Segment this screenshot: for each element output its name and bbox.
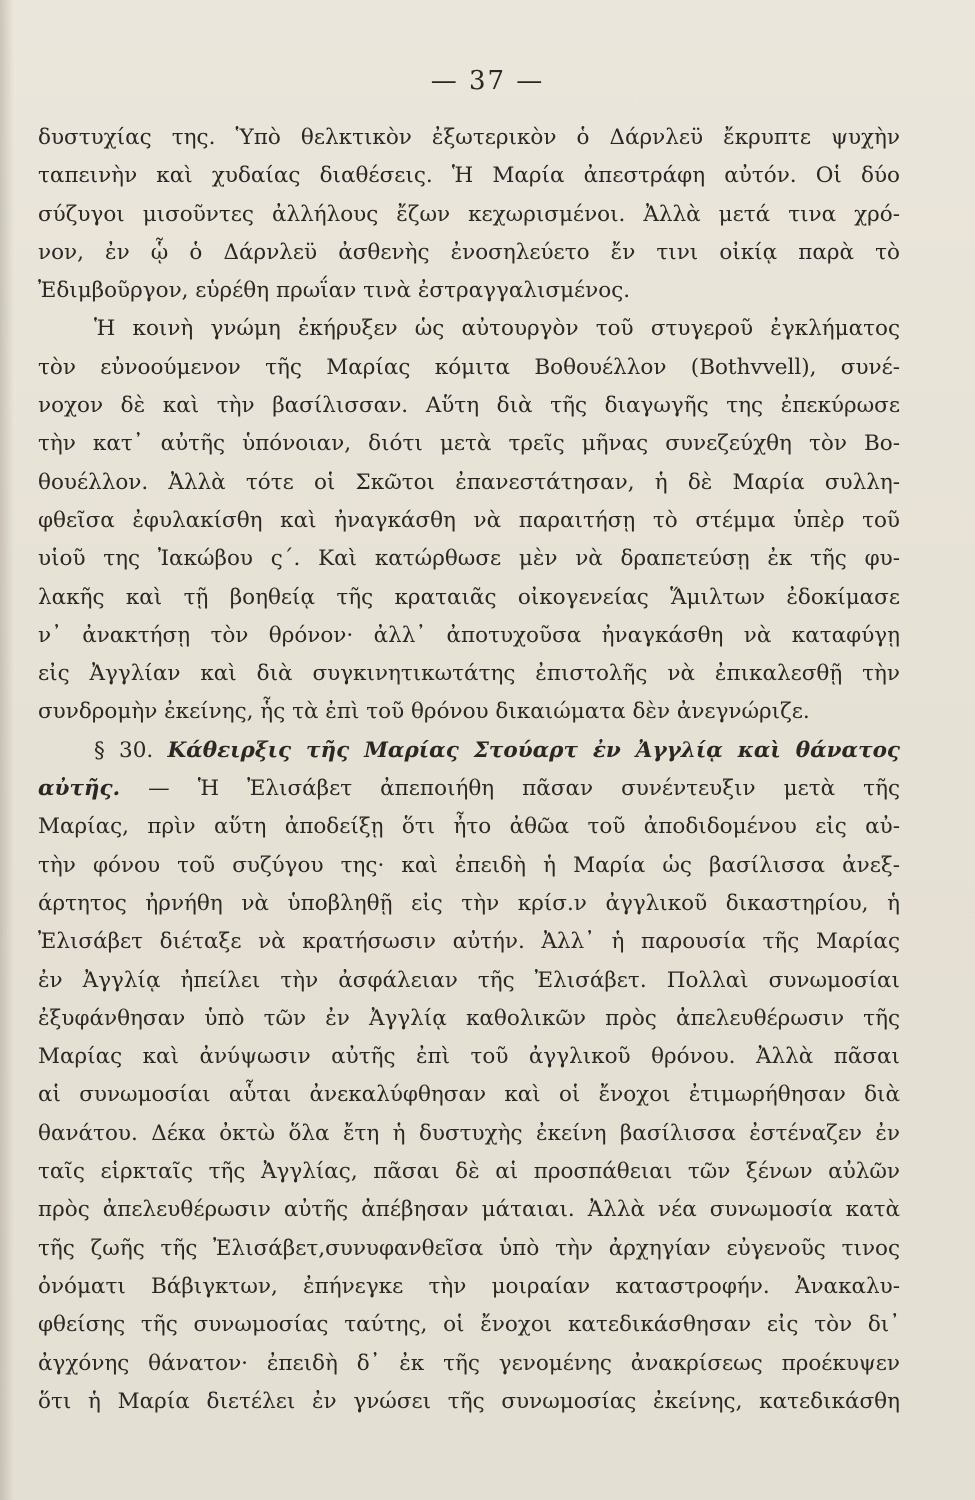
text-line: ἐν Ἀγγλίᾳ ἠπείλει τὴν ἀσφάλειαν τῆς Ἐλισάβετ. Πολλαὶ συνωμοσίαι bbox=[38, 967, 900, 993]
text-line: θανάτου. Δέκα ὀκτὼ ὅλα ἔτη ἡ δυστυχὴς ἐκείνη βασίλισσα ἐστέναζεν ἐν bbox=[38, 1120, 900, 1146]
text-line: νοχον δὲ καὶ τὴν βασίλισσαν. Αὕτη διὰ τῆς διαγωγῆς της ἐπεκύρωσε bbox=[38, 393, 900, 419]
text-line: φθείσης τῆς συνωμοσίας ταύτης, οἱ ἔνοχοι κατεδικάσθησαν εἰς τὸν δι᾽ bbox=[38, 1312, 900, 1338]
section-heading-line-2 bbox=[38, 770, 900, 808]
text-line: ταῖς εἱρκταῖς τῆς Ἀγγλίας, πᾶσαι δὲ αἱ προσπάθειαι τῶν ξένων αὐλῶν bbox=[38, 1159, 900, 1185]
section-first-text: — Ἡ Ἐλισάβετ ἀπεποιήθη πᾶσαν συνέντευξιν μετὰ τῆς bbox=[148, 776, 900, 802]
text-line: Μαρίας, πρὶν αὕτη ἀποδείξῃ ὅτι ἦτο ἀθῶα τοῦ ἀποδιδομένου εἰς αὐ- bbox=[38, 814, 900, 840]
page-number: — 37 — bbox=[430, 66, 545, 96]
text-line: ἀγχόνης θάνατον· ἐπειδὴ δ᾽ ἐκ τῆς γενομένης ἀνακρίσεως προέκυψεν bbox=[38, 1350, 900, 1376]
text-line: άρτητος ἠρνήθη νὰ ὑποβληθῇ εἰς τὴν κρίσ.ν ἀγγλικοῦ δικαστηρίου, ἡ bbox=[38, 890, 900, 916]
text-line: συνδρομὴν ἐκείνης, ἧς τὰ ἐπὶ τοῦ θρόνου δικαιώματα δὲν ἀνεγνώριζε. bbox=[38, 699, 810, 725]
text-line: τὴν κατ᾽ αὐτῆς ὑπόνοιαν, διότι μετὰ τρεῖς μῆνας συνεζεύχθη τὸν Βο- bbox=[38, 431, 900, 457]
text-line: λακῆς καὶ τῇ βοηθείᾳ τῆς κραταιᾶς οἰκογενείας Ἅμιλτων ἐδοκίμασε bbox=[38, 584, 900, 610]
section-title-continued: αὐτῆς. bbox=[38, 776, 121, 802]
text-line: Ἐδιμβοῦργον, εὑρέθη πρωΐαν τινὰ ἐστραγγαλισμένος. bbox=[38, 278, 631, 304]
text-line: υἱοῦ της Ἰακώβου ς΄. Καὶ κατώρθωσε μὲν νὰ δραπετεύσῃ ἐκ τῆς φυ- bbox=[38, 546, 900, 572]
text-line: τῆς ζωῆς τῆς Ἐλισάβετ,συνυφανθεῖσα ὑπὸ τὴν ἀρχηγίαν εὐγενοῦς τινος bbox=[38, 1235, 900, 1261]
text-line: ὀνόματι Βάβιγκτων, ἐπήνεγκε τὴν μοιραίαν καταστροφήν. Ἀνακαλυ- bbox=[38, 1273, 900, 1299]
text-line: ταπεινὴν καὶ χυδαίας διαθέσεις. Ἡ Μαρία ἀπεστράφη αὐτόν. Οἱ δύο bbox=[38, 163, 900, 189]
text-line: ἐξυφάνθησαν ὑπὸ τῶν ἐν Ἀγγλίᾳ καθολικῶν πρὸς ἀπελευθέρωσιν τῆς bbox=[38, 1005, 900, 1031]
text-line: τὸν εὐνοούμενον τῆς Μαρίας κόμιτα Βοθουέλλον (Bothvvell), συνέ- bbox=[38, 354, 900, 380]
page-edge-shadow bbox=[0, 0, 14, 1500]
text-line: ὅτι ἡ Μαρία διετέλει ἐν γνώσει τῆς συνωμοσίας ἐκείνης, κατεδικάσθη bbox=[38, 1388, 900, 1414]
text-line: Ἡ κοινὴ γνώμη ἐκήρυξεν ὡς αὐτουργὸν τοῦ στυγεροῦ ἐγκλήματος bbox=[94, 316, 900, 342]
section-number: § 30. bbox=[94, 737, 154, 763]
text-line: δυστυχίας της. Ὑπὸ θελκτικὸν ἐξωτερικὸν ὁ Δάρνλεϋ ἔκρυπτε ψυχὴν bbox=[38, 125, 900, 150]
text-line: θουέλλον. Ἀλλὰ τότε οἱ Σκῶτοι ἐπανεστάτησαν, ἡ δὲ Μαρία συλλη- bbox=[38, 469, 900, 495]
text-line: εἰς Ἀγγλίαν καὶ διὰ συγκινητικωτάτης ἐπιστολῆς νὰ ἐπικαλεσθῇ τὴν bbox=[38, 661, 900, 687]
text-line: Ἐλισάβετ διέταξε νὰ κρατήσωσιν αὐτήν. Ἀλλ᾽ ἡ παρουσία τῆς Μαρίας bbox=[38, 929, 900, 955]
section-heading-line bbox=[38, 732, 900, 770]
text-line: πρὸς ἀπελευθέρωσιν αὐτῆς ἀπέβησαν μάταιαι. Ἀλλὰ νέα συνωμοσία κατὰ bbox=[38, 1197, 900, 1223]
text-line: Μαρίας καὶ ἀνύψωσιν αὐτῆς ἐπὶ τοῦ ἀγγλικοῦ θρόνου. Ἀλλὰ πᾶσαι bbox=[38, 1044, 900, 1070]
text-line: ν᾽ ἀνακτήσῃ τὸν θρόνον· ἀλλ᾽ ἀποτυχοῦσα ἠναγκάσθη νὰ καταφύγῃ bbox=[38, 622, 900, 648]
body-text bbox=[38, 119, 900, 1421]
text-line: φθεῖσα ἐφυλακίσθη καὶ ἠναγκάσθη νὰ παραιτήσῃ τὸ στέμμα ὑπὲρ τοῦ bbox=[38, 507, 900, 533]
text-line: αἱ συνωμοσίαι αὗται ἀνεκαλύφθησαν καὶ οἱ ἔνοχοι ἐτιμωρήθησαν διὰ bbox=[38, 1082, 900, 1108]
section-title: Κάθειρξις τῆς Μαρίας Στούαρτ ἐν Ἀγγλίᾳ καὶ θάνατος bbox=[167, 737, 900, 763]
text-line: τὴν φόνου τοῦ συζύγου της· καὶ ἐπειδὴ ἡ Μαρία ὡς βασίλισσα ἀνεξ- bbox=[38, 852, 900, 878]
text-line: νον, ἐν ᾧ ὁ Δάρνλεϋ ἀσθενὴς ἐνοσηλεύετο ἔν τινι οἰκίᾳ παρὰ τὸ bbox=[38, 239, 900, 265]
text-line: σύζυγοι μισοῦντες ἀλλήλους ἔζων κεχωρισμένοι. Ἀλλὰ μετά τινα χρό- bbox=[38, 201, 900, 227]
